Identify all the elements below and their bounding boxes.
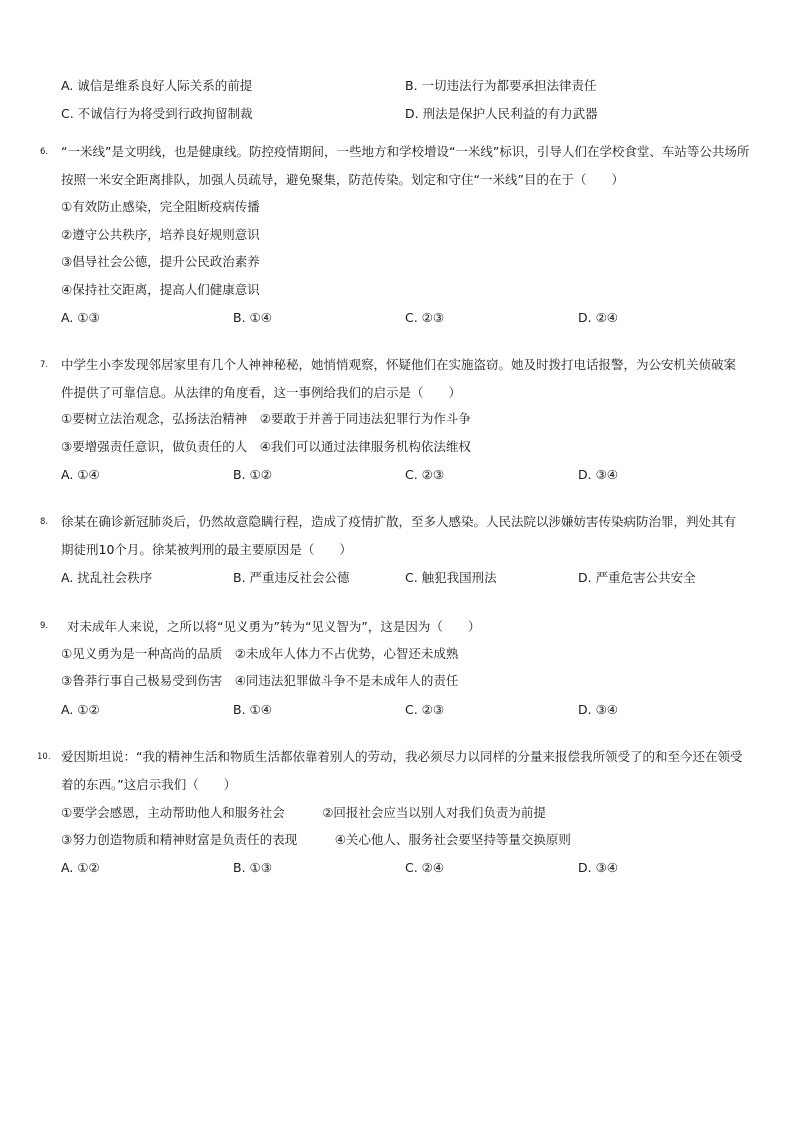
option-d: D. ③④	[578, 467, 618, 482]
option-b: B. 严重违反社会公德	[233, 570, 350, 585]
statement: ③鲁莽行事自己极易受到伤害 ④同违法犯罪做斗争不是未成年人的责任	[61, 673, 459, 688]
option-d: D. ③④	[578, 702, 618, 717]
option-d: D. ③④	[578, 860, 618, 875]
question-number: 10.	[37, 752, 51, 762]
statement: ④保持社交距离，提高人们健康意识	[61, 282, 260, 297]
question-number: 9.	[40, 621, 49, 631]
option-c: C. ②③	[405, 467, 445, 482]
question-text: 期徒刑10个月。徐某被判刑的最主要原因是（ ）	[61, 542, 352, 557]
option-b: B. ①③	[233, 860, 272, 875]
statement: ②遵守公共秩序，培养良好规则意识	[61, 227, 260, 242]
statement: ③努力创造物质和精神财富是负责任的表现 ④关心他人、服务社会要坚持等量交换原则	[61, 832, 571, 847]
question-text: 徐某在确诊新冠肺炎后，仍然故意隐瞒行程，造成了疫情扩散，至多人感染。人民法院以涉嫌妨害传染病防治罪，判处其有	[61, 514, 737, 529]
statement: ①有效防止感染，完全阻断疫病传播	[61, 199, 260, 214]
question-number: 7.	[40, 360, 49, 370]
question-number: 8.	[40, 517, 49, 527]
question-text: 着的东西。”这启示我们（ ）	[61, 777, 237, 792]
statement: ③要增强责任意识，做负责任的人 ④我们可以通过法律服务机构依法维权	[61, 439, 471, 454]
question-text: 件提供了可靠信息。从法律的角度看，这一事例给我们的启示是（ ）	[61, 385, 462, 400]
question-text: 爱因斯坦说：“我的精神生活和物质生活都依靠着别人的劳动，我必须尽力以同样的分量来报偿我所领受了的和至今还在领受	[61, 749, 743, 764]
option-a: A. ①④	[61, 467, 100, 482]
option-a: A. ①③	[61, 310, 100, 325]
option-a: A. 诚信是维系良好人际关系的前提	[61, 78, 253, 93]
question-number: 6.	[40, 147, 49, 157]
statement: ①要学会感恩，主动帮助他人和服务社会 ②回报社会应当以别人对我们负责为前提	[61, 805, 546, 820]
statement: ①见义勇为是一种高尚的品质 ②未成年人体力不占优势，心智还未成熟	[61, 646, 459, 661]
question-text: “一米线”是文明线，也是健康线。防控疫情期间，一些地方和学校增设“一米线”标识，引导人们在学校食堂、车站等公共场所	[61, 144, 750, 159]
option-b: B. ①②	[233, 467, 272, 482]
option-c: C. 触犯我国刑法	[405, 570, 497, 585]
option-b: B. ①④	[233, 702, 272, 717]
option-a: A. ①②	[61, 702, 100, 717]
option-d: D. 刑法是保护人民利益的有力武器	[405, 106, 598, 121]
option-c: C. ②④	[405, 860, 445, 875]
question-text: 按照一米安全距离排队，加强人员疏导，避免聚集，防范传染。划定和守住“一米线”目的在于（ ）	[61, 172, 624, 187]
option-c: C. ②③	[405, 702, 445, 717]
question-text: 对未成年人来说，之所以将“见义勇为”转为“见义智为”，这是因为（ ）	[67, 619, 481, 634]
option-a: A. 扰乱社会秩序	[61, 570, 153, 585]
option-d: D. 严重危害公共安全	[578, 570, 696, 585]
question-text: 中学生小李发现邻居家里有几个人神神秘秘，她悄悄观察，怀疑他们在实施盗窃。她及时拨打电话报警，为公安机关侦破案	[61, 357, 737, 372]
statement: ①要树立法治观念，弘扬法治精神 ②要敢于并善于同违法犯罪行为作斗争	[61, 411, 471, 426]
option-d: D. ②④	[578, 310, 618, 325]
statement: ③倡导社会公德，提升公民政治素养	[61, 254, 260, 269]
option-b: B. ①④	[233, 310, 272, 325]
option-c: C. 不诚信行为将受到行政拘留制裁	[61, 106, 253, 121]
option-a: A. ①②	[61, 860, 100, 875]
option-c: C. ②③	[405, 310, 445, 325]
option-b: B. 一切违法行为都要承担法律责任	[405, 78, 597, 93]
